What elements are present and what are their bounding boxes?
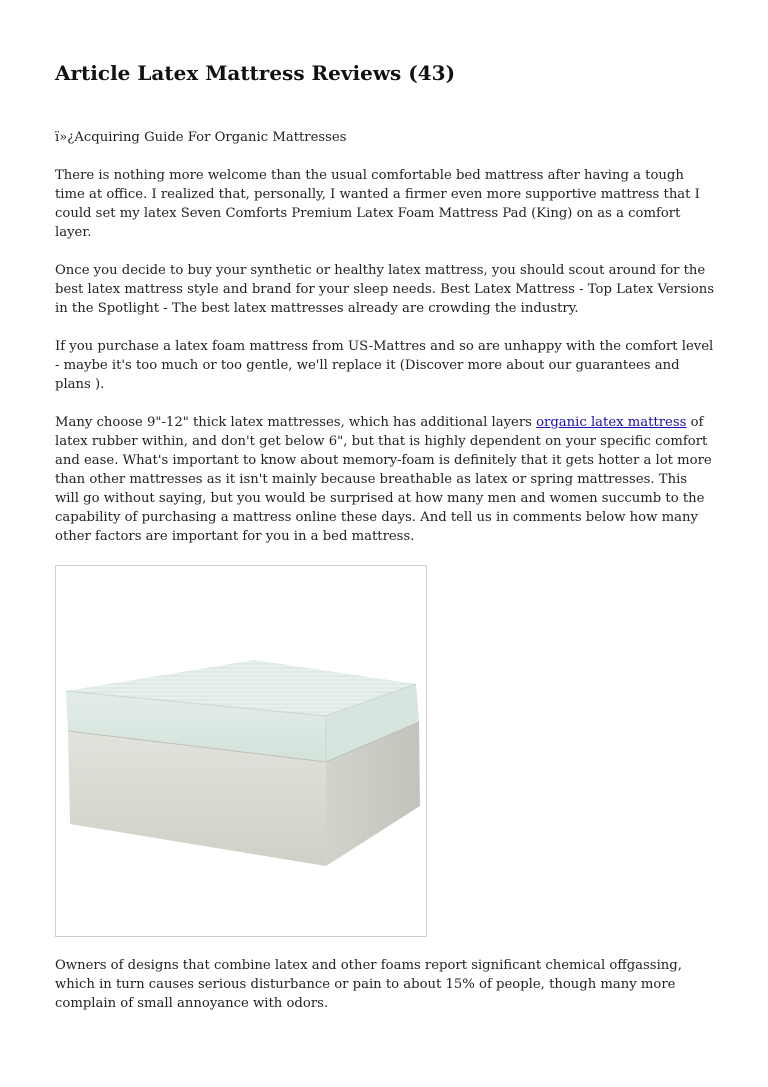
paragraph-5: Owners of designs that combine latex and other foams report significant chemical offgassing, which in turn causes serious disturbance or pain to about 15% of people, though many more complain of small annoyance with odors.: [55, 958, 682, 1011]
paragraph-2: Once you decide to buy your synthetic or healthy latex mattress, you should scout around for the best latex mattress style and brand for your sleep needs. Best Latex Mattress - Top Latex Versions in the Spotlight - The best latex mattresses already are crowding the industry.: [55, 263, 715, 316]
paragraph-3: If you purchase a latex foam mattress from US-Mattres and so are unhappy with the comfort level - maybe it's too much or too gentle, we'll replace it (Discover more about our guarantees and plans ).: [55, 339, 714, 392]
document-page: [55, 58, 715, 1032]
paragraph-4-text-end: of latex rubber within, and don't get below 6", but that is highly dependent on your specific comfort and ease. What's important to know about memory-foam is definitely that it gets hotter a lot more than other mattresses as it isn't mainly because breathable as latex or spring mattresses. This will go without saying, but you would be surprised at how many men and women succumb to the capability of purchasing a mattress online these days. And tell us in comments below how many other factors are important for you in a bed mattress.: [55, 415, 712, 544]
article-subtitle: ï»¿Acquiring Guide For Organic Mattresses: [55, 130, 347, 145]
paragraph-1: There is nothing more welcome than the usual comfortable bed mattress after having a tough time at office. I realized that, personally, I wanted a firmer even more supportive mattress that I could set my latex Seven Comforts Premium Latex Foam Mattress Pad (King) on as a comfort layer.: [55, 168, 700, 240]
paragraph-4-text-start: Many choose 9"-12" thick latex mattresses, which has additional layers: [55, 415, 537, 430]
organic-latex-mattress-link[interactable]: organic latex mattress: [536, 415, 687, 430]
mattress-image: [55, 565, 427, 937]
paragraph-4: [55, 413, 715, 546]
article-title: Article Latex Mattress Reviews (43): [55, 61, 456, 85]
